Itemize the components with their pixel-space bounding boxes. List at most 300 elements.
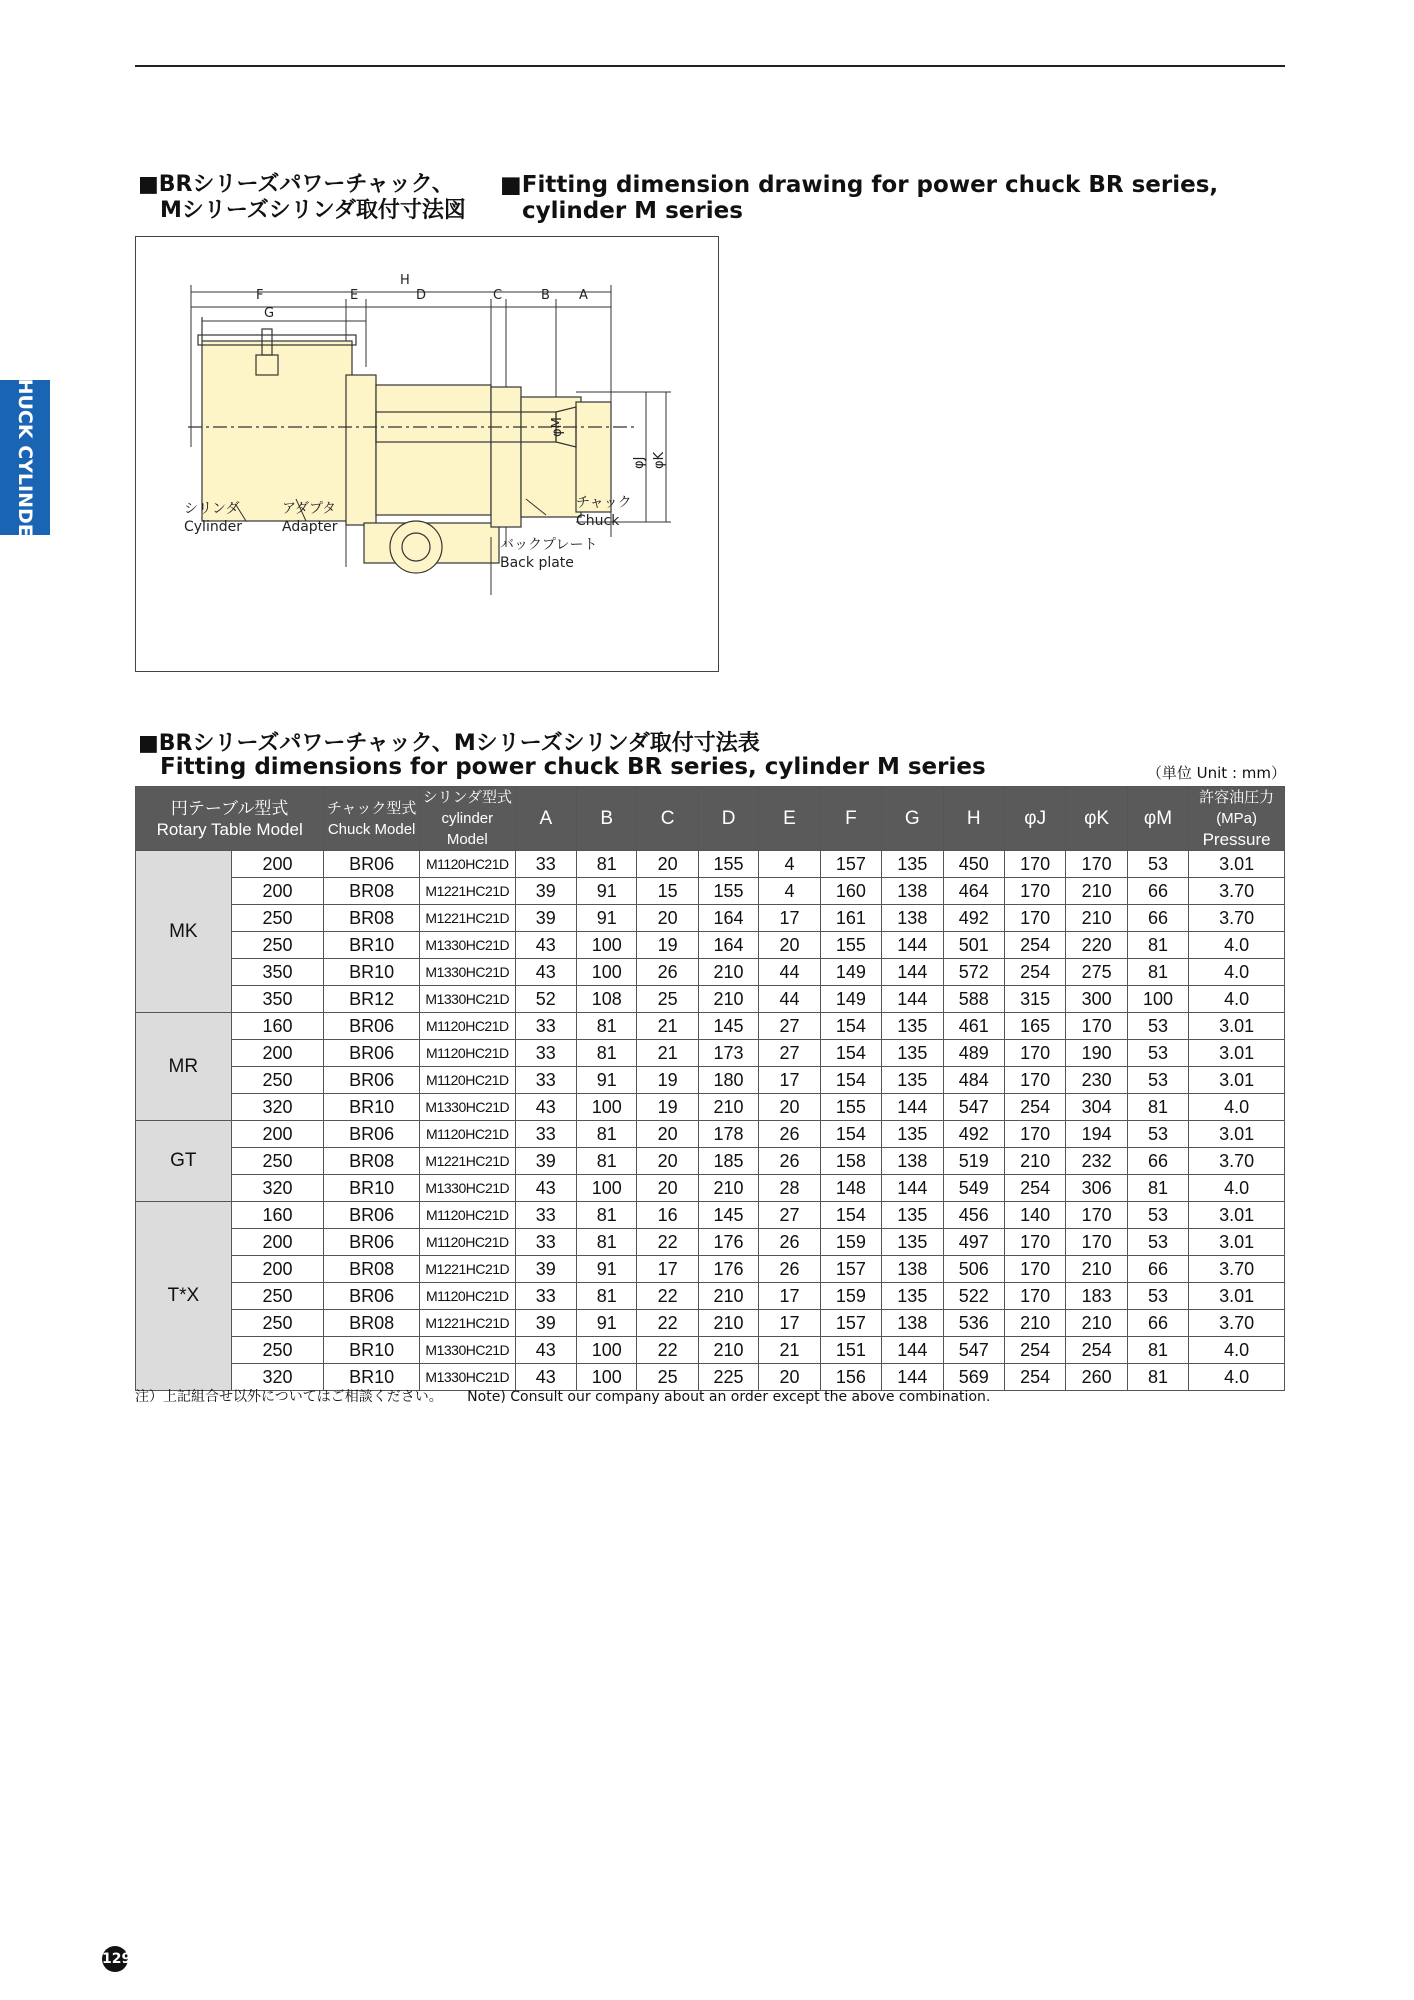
cell-dim-f: 158 — [820, 1148, 881, 1175]
cell-dim-m: 53 — [1127, 1283, 1188, 1310]
section-tab — [0, 364, 50, 551]
cell-pressure: 4.0 — [1189, 1337, 1285, 1364]
footnote-jp: 注）上記組合せ以外についてはご相談ください。 — [135, 1389, 443, 1405]
cell-dim-j: 170 — [1004, 905, 1065, 932]
cell-dim-a: 39 — [515, 905, 576, 932]
cell-dim-a: 33 — [515, 1067, 576, 1094]
dimension-table — [135, 786, 1285, 1391]
cell-dim-k: 170 — [1066, 1202, 1127, 1229]
cell-dim-j: 254 — [1004, 959, 1065, 986]
cell-pressure: 3.01 — [1189, 851, 1285, 878]
header-pressure — [1189, 787, 1285, 851]
drawing-heading-en — [500, 172, 1218, 224]
cell-dim-j: 210 — [1004, 1310, 1065, 1337]
cell-dim-c: 21 — [637, 1040, 698, 1067]
cell-dim-h: 547 — [943, 1337, 1004, 1364]
cell-dim-e: 27 — [759, 1013, 820, 1040]
cell-dim-m: 66 — [1127, 878, 1188, 905]
cell-dim-h: 492 — [943, 905, 1004, 932]
cell-dim-g: 135 — [882, 1202, 943, 1229]
cell-dim-j: 140 — [1004, 1202, 1065, 1229]
cell-dim-k: 170 — [1066, 851, 1127, 878]
cell-pressure: 3.01 — [1189, 1121, 1285, 1148]
cell-dim-m: 53 — [1127, 1202, 1188, 1229]
cell-dim-g: 135 — [882, 1067, 943, 1094]
dim-F: F — [256, 288, 264, 303]
cell-dim-j: 210 — [1004, 1148, 1065, 1175]
cell-rotary-size: 200 — [231, 1229, 324, 1256]
cell-dim-b: 91 — [577, 1310, 637, 1337]
dim-E: E — [350, 288, 359, 303]
cell-dim-h: 464 — [943, 878, 1004, 905]
cell-dim-e: 26 — [759, 1256, 820, 1283]
cell-dim-e: 27 — [759, 1202, 820, 1229]
cell-dim-m: 53 — [1127, 1067, 1188, 1094]
cell-dim-j: 170 — [1004, 878, 1065, 905]
cell-dim-k: 190 — [1066, 1040, 1127, 1067]
cell-dim-f: 156 — [820, 1364, 881, 1391]
cell-dim-g: 144 — [882, 932, 943, 959]
cell-dim-b: 81 — [577, 1229, 637, 1256]
footnote — [135, 1386, 1010, 1406]
header-E: E — [759, 787, 820, 851]
cell-dim-d: 210 — [698, 1175, 758, 1202]
cell-dim-e: 26 — [759, 1148, 820, 1175]
header-pressure-jp: 許容油圧力(MPa) — [1199, 789, 1275, 827]
cell-dim-d: 176 — [698, 1229, 758, 1256]
cell-dim-j: 315 — [1004, 986, 1065, 1013]
cell-rotary-size: 160 — [231, 1013, 324, 1040]
table-row — [136, 1202, 1285, 1229]
cell-chuck-model: BR10 — [324, 1094, 420, 1121]
cell-dim-f: 159 — [820, 1229, 881, 1256]
cell-dim-m: 81 — [1127, 1364, 1188, 1391]
cell-chuck-model: BR10 — [324, 959, 420, 986]
cell-dim-a: 39 — [515, 1256, 576, 1283]
cell-cylinder-model: M1330HC21D — [419, 986, 515, 1013]
cell-dim-f: 157 — [820, 851, 881, 878]
cell-dim-m: 81 — [1127, 1094, 1188, 1121]
cell-pressure: 4.0 — [1189, 986, 1285, 1013]
cell-dim-c: 22 — [637, 1310, 698, 1337]
cell-dim-b: 100 — [577, 1175, 637, 1202]
cell-rotary-size: 160 — [231, 1202, 324, 1229]
cell-rotary-size: 250 — [231, 905, 324, 932]
cell-dim-b: 100 — [577, 932, 637, 959]
cell-dim-d: 210 — [698, 959, 758, 986]
cell-chuck-model: BR06 — [324, 1283, 420, 1310]
cell-dim-a: 33 — [515, 1202, 576, 1229]
cell-dim-m: 66 — [1127, 1256, 1188, 1283]
cell-dim-a: 43 — [515, 1094, 576, 1121]
cell-rotary-size: 320 — [231, 1175, 324, 1202]
cell-dim-k: 210 — [1066, 1310, 1127, 1337]
cell-dim-k: 254 — [1066, 1337, 1127, 1364]
cell-dim-b: 81 — [577, 1283, 637, 1310]
cell-dim-g: 138 — [882, 905, 943, 932]
cell-dim-d: 155 — [698, 878, 758, 905]
cell-dim-a: 43 — [515, 1337, 576, 1364]
cell-cylinder-model: M1221HC21D — [419, 905, 515, 932]
table-row — [136, 932, 1285, 959]
table-row — [136, 1040, 1285, 1067]
cell-chuck-model: BR06 — [324, 1040, 420, 1067]
cell-dim-c: 22 — [637, 1229, 698, 1256]
cell-dim-f: 155 — [820, 1094, 881, 1121]
cell-pressure: 3.01 — [1189, 1067, 1285, 1094]
page-number: 129 — [102, 1946, 128, 1972]
cell-dim-a: 33 — [515, 1229, 576, 1256]
cell-dim-m: 53 — [1127, 1229, 1188, 1256]
cell-dim-h: 522 — [943, 1283, 1004, 1310]
cell-pressure: 3.70 — [1189, 878, 1285, 905]
dim-G: G — [264, 306, 275, 321]
cell-dim-b: 81 — [577, 1013, 637, 1040]
cell-dim-e: 27 — [759, 1040, 820, 1067]
cell-cylinder-model: M1120HC21D — [419, 1013, 515, 1040]
cell-dim-m: 100 — [1127, 986, 1188, 1013]
cell-dim-h: 461 — [943, 1013, 1004, 1040]
cell-dim-f: 155 — [820, 932, 881, 959]
cell-dim-a: 43 — [515, 932, 576, 959]
cell-chuck-model: BR06 — [324, 1121, 420, 1148]
cell-dim-b: 91 — [577, 905, 637, 932]
cell-dim-e: 28 — [759, 1175, 820, 1202]
cell-dim-a: 33 — [515, 1040, 576, 1067]
cell-dim-c: 19 — [637, 1067, 698, 1094]
cell-dim-k: 194 — [1066, 1121, 1127, 1148]
cell-dim-k: 275 — [1066, 959, 1127, 986]
cell-dim-f: 154 — [820, 1067, 881, 1094]
cell-dim-d: 164 — [698, 905, 758, 932]
cell-pressure: 4.0 — [1189, 1175, 1285, 1202]
cell-chuck-model: BR06 — [324, 851, 420, 878]
cell-dim-d: 164 — [698, 932, 758, 959]
cell-dim-h: 549 — [943, 1175, 1004, 1202]
cell-dim-e: 26 — [759, 1229, 820, 1256]
cell-dim-e: 44 — [759, 959, 820, 986]
cell-cylinder-model: M1120HC21D — [419, 1202, 515, 1229]
cell-cylinder-model: M1120HC21D — [419, 851, 515, 878]
top-rule — [135, 65, 1285, 67]
cell-dim-h: 572 — [943, 959, 1004, 986]
dim-C: C — [493, 288, 503, 303]
cell-dim-b: 100 — [577, 1094, 637, 1121]
cell-cylinder-model: M1330HC21D — [419, 1094, 515, 1121]
cell-rotary-size: 200 — [231, 851, 324, 878]
cell-dim-g: 144 — [882, 986, 943, 1013]
cell-pressure: 3.70 — [1189, 1310, 1285, 1337]
cell-dim-h: 506 — [943, 1256, 1004, 1283]
cell-chuck-model: BR08 — [324, 1148, 420, 1175]
cell-dim-d: 210 — [698, 1094, 758, 1121]
cell-dim-k: 300 — [1066, 986, 1127, 1013]
cell-dim-d: 180 — [698, 1067, 758, 1094]
cell-chuck-model: BR10 — [324, 1364, 420, 1391]
cell-pressure: 3.01 — [1189, 1040, 1285, 1067]
cell-dim-j: 165 — [1004, 1013, 1065, 1040]
cell-dim-m: 53 — [1127, 1040, 1188, 1067]
cell-dim-j: 170 — [1004, 1121, 1065, 1148]
dim-D: D — [416, 288, 427, 303]
cell-dim-j: 170 — [1004, 1040, 1065, 1067]
cell-dim-f: 154 — [820, 1013, 881, 1040]
table-row — [136, 986, 1285, 1013]
cell-cylinder-model: M1120HC21D — [419, 1121, 515, 1148]
cell-pressure: 3.01 — [1189, 1283, 1285, 1310]
cell-dim-d: 145 — [698, 1013, 758, 1040]
cell-dim-b: 91 — [577, 1256, 637, 1283]
cell-dim-m: 66 — [1127, 1148, 1188, 1175]
cell-cylinder-model: M1330HC21D — [419, 1175, 515, 1202]
cell-dim-g: 144 — [882, 1337, 943, 1364]
cell-dim-f: 148 — [820, 1175, 881, 1202]
cell-dim-f: 154 — [820, 1202, 881, 1229]
cell-dim-e: 17 — [759, 1310, 820, 1337]
table-row — [136, 1121, 1285, 1148]
cell-dim-k: 210 — [1066, 1256, 1127, 1283]
cell-dim-h: 588 — [943, 986, 1004, 1013]
cell-rotary-size: 250 — [231, 1337, 324, 1364]
cell-chuck-model: BR08 — [324, 878, 420, 905]
table-body — [136, 851, 1285, 1391]
rotary-model-group: MK — [136, 851, 232, 1013]
cell-cylinder-model: M1330HC21D — [419, 1337, 515, 1364]
cell-dim-c: 15 — [637, 878, 698, 905]
cell-dim-b: 108 — [577, 986, 637, 1013]
cell-rotary-size: 250 — [231, 1310, 324, 1337]
cell-pressure: 3.70 — [1189, 905, 1285, 932]
cell-pressure: 3.01 — [1189, 1202, 1285, 1229]
header-F: F — [820, 787, 881, 851]
cell-dim-c: 22 — [637, 1283, 698, 1310]
header-H: H — [943, 787, 1004, 851]
table-row — [136, 1148, 1285, 1175]
cell-dim-g: 135 — [882, 1121, 943, 1148]
cell-cylinder-model: M1120HC21D — [419, 1040, 515, 1067]
cell-dim-f: 157 — [820, 1310, 881, 1337]
cell-dim-e: 44 — [759, 986, 820, 1013]
cell-dim-c: 25 — [637, 986, 698, 1013]
cell-dim-c: 20 — [637, 1121, 698, 1148]
cell-dim-k: 210 — [1066, 878, 1127, 905]
dim-K: φK — [652, 451, 667, 469]
cell-dim-h: 501 — [943, 932, 1004, 959]
cell-dim-k: 230 — [1066, 1067, 1127, 1094]
table-row — [136, 1094, 1285, 1121]
cell-dim-h: 489 — [943, 1040, 1004, 1067]
cell-dim-k: 306 — [1066, 1175, 1127, 1202]
label-chuck-en: Chuck — [576, 513, 620, 529]
cell-dim-d: 225 — [698, 1364, 758, 1391]
cell-chuck-model: BR06 — [324, 1067, 420, 1094]
cell-dim-d: 145 — [698, 1202, 758, 1229]
cell-dim-e: 20 — [759, 1364, 820, 1391]
cell-dim-a: 33 — [515, 1283, 576, 1310]
cell-dim-a: 43 — [515, 959, 576, 986]
cell-dim-e: 17 — [759, 1283, 820, 1310]
cell-dim-e: 20 — [759, 932, 820, 959]
fitting-drawing — [135, 236, 719, 672]
label-cylinder-en: Cylinder — [184, 519, 242, 535]
table-row — [136, 1175, 1285, 1202]
cell-dim-m: 81 — [1127, 1175, 1188, 1202]
cell-dim-a: 33 — [515, 1121, 576, 1148]
cell-dim-g: 144 — [882, 1364, 943, 1391]
cell-dim-j: 170 — [1004, 851, 1065, 878]
cell-chuck-model: BR10 — [324, 1337, 420, 1364]
cell-dim-a: 33 — [515, 1013, 576, 1040]
cell-dim-h: 484 — [943, 1067, 1004, 1094]
table-row — [136, 1283, 1285, 1310]
header-rotary-en: Rotary Table Model — [156, 819, 303, 839]
dim-J: φJ — [632, 456, 647, 469]
table-title-en: Fitting dimensions for power chuck BR series, cylinder M series — [160, 754, 986, 780]
rotary-model-group: GT — [136, 1121, 232, 1202]
cell-dim-b: 81 — [577, 851, 637, 878]
cell-dim-f: 149 — [820, 986, 881, 1013]
cell-dim-e: 17 — [759, 905, 820, 932]
cell-dim-g: 144 — [882, 959, 943, 986]
cell-cylinder-model: M1330HC21D — [419, 959, 515, 986]
cell-dim-h: 492 — [943, 1121, 1004, 1148]
cell-dim-b: 81 — [577, 1202, 637, 1229]
table-row — [136, 1310, 1285, 1337]
cell-dim-g: 138 — [882, 1310, 943, 1337]
cell-chuck-model: BR10 — [324, 1175, 420, 1202]
cell-rotary-size: 350 — [231, 959, 324, 986]
header-cyl-en: cylinder Model — [441, 810, 494, 848]
header-chuck-jp: チャック型式 — [326, 799, 417, 817]
rotary-model-group: T*X — [136, 1202, 232, 1391]
cell-dim-b: 100 — [577, 959, 637, 986]
cell-dim-b: 81 — [577, 1040, 637, 1067]
cell-dim-d: 173 — [698, 1040, 758, 1067]
cell-dim-m: 53 — [1127, 1121, 1188, 1148]
cell-dim-b: 81 — [577, 1148, 637, 1175]
cell-dim-a: 33 — [515, 851, 576, 878]
cell-dim-d: 210 — [698, 986, 758, 1013]
drawing-heading-jp-line2: Mシリーズシリンダ取付寸法図 — [160, 198, 466, 223]
cell-chuck-model: BR12 — [324, 986, 420, 1013]
cell-rotary-size: 350 — [231, 986, 324, 1013]
cell-dim-k: 170 — [1066, 1229, 1127, 1256]
dim-A: A — [579, 288, 588, 303]
cell-pressure: 3.70 — [1189, 1148, 1285, 1175]
cell-dim-c: 19 — [637, 932, 698, 959]
cell-dim-g: 135 — [882, 1283, 943, 1310]
cell-dim-d: 210 — [698, 1337, 758, 1364]
cell-dim-g: 135 — [882, 1040, 943, 1067]
cell-rotary-size: 200 — [231, 878, 324, 905]
cell-dim-e: 4 — [759, 851, 820, 878]
cell-dim-e: 17 — [759, 1067, 820, 1094]
cell-dim-j: 170 — [1004, 1229, 1065, 1256]
cell-pressure: 4.0 — [1189, 1094, 1285, 1121]
cell-cylinder-model: M1120HC21D — [419, 1283, 515, 1310]
fitting-drawing-svg — [136, 237, 718, 671]
label-cylinder-jp: シリンダ — [184, 501, 240, 517]
cell-dim-e: 4 — [759, 878, 820, 905]
cell-dim-a: 39 — [515, 878, 576, 905]
cell-dim-e: 26 — [759, 1121, 820, 1148]
cell-dim-k: 210 — [1066, 905, 1127, 932]
cell-dim-k: 260 — [1066, 1364, 1127, 1391]
cell-rotary-size: 250 — [231, 1283, 324, 1310]
drawing-heading-en-line1: ■Fitting dimension drawing for power chuck BR series, — [500, 172, 1219, 198]
table-row — [136, 1229, 1285, 1256]
cell-dim-h: 569 — [943, 1364, 1004, 1391]
cell-dim-f: 157 — [820, 1256, 881, 1283]
cell-dim-m: 53 — [1127, 851, 1188, 878]
label-adapter-en: Adapter — [282, 519, 338, 535]
cell-pressure: 4.0 — [1189, 1364, 1285, 1391]
cell-dim-d: 155 — [698, 851, 758, 878]
header-chuck-model — [324, 787, 420, 851]
cell-dim-h: 497 — [943, 1229, 1004, 1256]
cell-dim-j: 254 — [1004, 1175, 1065, 1202]
header-cyl-jp: シリンダ型式 — [422, 789, 512, 806]
header-pressure-en: Pressure — [1202, 830, 1271, 849]
table-row — [136, 1067, 1285, 1094]
cell-chuck-model: BR06 — [324, 1013, 420, 1040]
footnote-en: Note) Consult our company about an order except the above combination. — [467, 1389, 991, 1405]
cell-rotary-size: 200 — [231, 1256, 324, 1283]
cell-dim-g: 138 — [882, 878, 943, 905]
cell-chuck-model: BR06 — [324, 1229, 420, 1256]
drawing-heading-en-line2: cylinder M series — [522, 198, 743, 224]
cell-rotary-size: 250 — [231, 1148, 324, 1175]
cell-chuck-model: BR08 — [324, 1256, 420, 1283]
cell-dim-f: 154 — [820, 1121, 881, 1148]
cell-cylinder-model: M1330HC21D — [419, 1364, 515, 1391]
cell-dim-b: 100 — [577, 1337, 637, 1364]
cell-rotary-size: 250 — [231, 1067, 324, 1094]
cell-dim-a: 52 — [515, 986, 576, 1013]
cell-dim-b: 81 — [577, 1121, 637, 1148]
unit-note: （単位 Unit : mm） — [1146, 764, 1286, 782]
cell-dim-g: 138 — [882, 1256, 943, 1283]
header-cylinder-model — [419, 787, 515, 851]
cell-dim-m: 81 — [1127, 1337, 1188, 1364]
cell-dim-d: 210 — [698, 1310, 758, 1337]
cell-rotary-size: 320 — [231, 1094, 324, 1121]
cell-cylinder-model: M1221HC21D — [419, 1148, 515, 1175]
drawing-heading-jp-line1: ■BRシリーズパワーチャック、 — [138, 172, 454, 197]
cell-cylinder-model: M1221HC21D — [419, 878, 515, 905]
cell-dim-j: 254 — [1004, 1094, 1065, 1121]
cell-dim-c: 26 — [637, 959, 698, 986]
cell-dim-f: 151 — [820, 1337, 881, 1364]
header-B: B — [577, 787, 637, 851]
header-C: C — [637, 787, 698, 851]
cell-dim-c: 20 — [637, 851, 698, 878]
label-backplate-en: Back plate — [500, 555, 574, 571]
dim-B: B — [541, 288, 550, 303]
cell-dim-c: 20 — [637, 1148, 698, 1175]
cell-dim-a: 39 — [515, 1148, 576, 1175]
cell-dim-m: 81 — [1127, 932, 1188, 959]
header-rotary-jp: 円テーブル型式 — [170, 798, 289, 818]
label-chuck-jp: チャック — [576, 495, 632, 511]
cell-dim-m: 53 — [1127, 1013, 1188, 1040]
cell-pressure: 4.0 — [1189, 932, 1285, 959]
drawing-heading-jp — [138, 172, 466, 224]
cell-dim-g: 135 — [882, 1229, 943, 1256]
cell-dim-g: 138 — [882, 1148, 943, 1175]
cell-dim-c: 16 — [637, 1202, 698, 1229]
cell-chuck-model: BR08 — [324, 1310, 420, 1337]
